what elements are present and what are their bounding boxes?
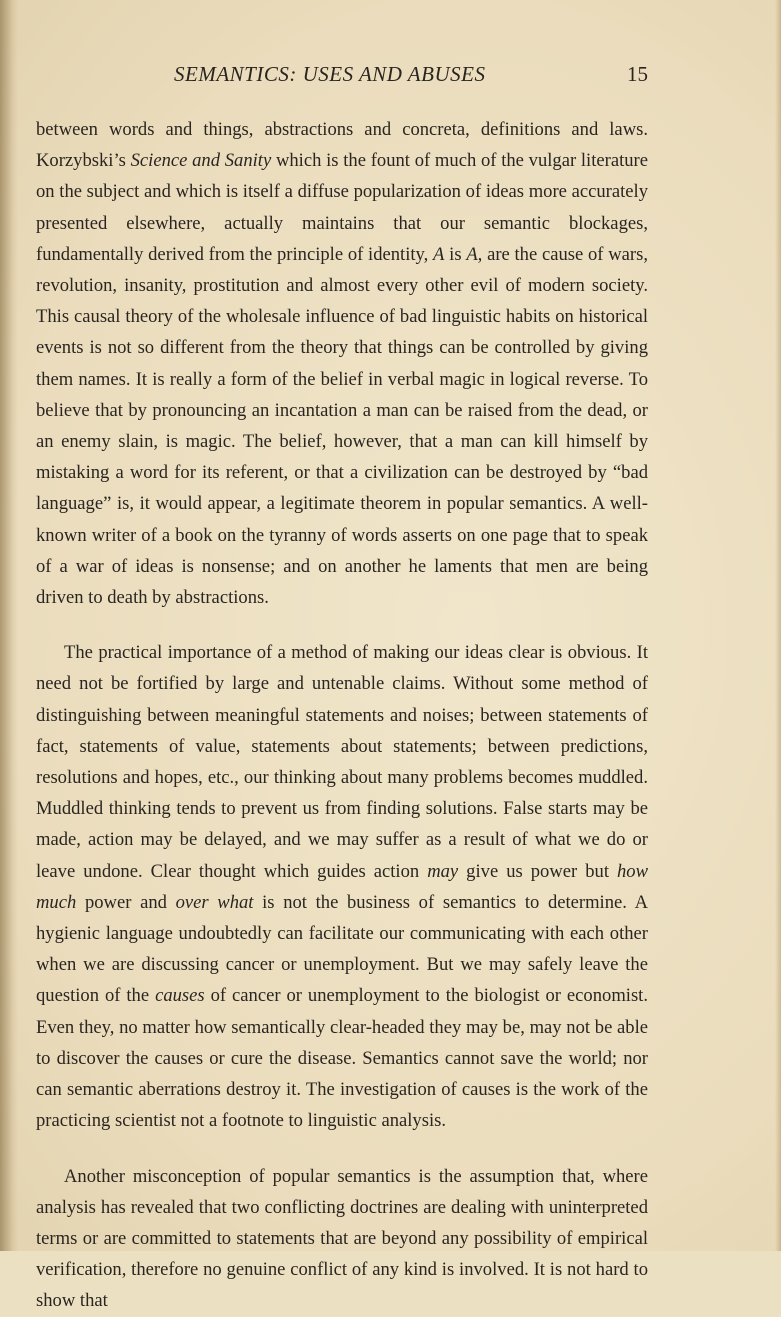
italic-emphasis: may [427,860,459,882]
text-run: between words and things, abstractions and concreta, definitions and laws. Korzybski’s [36,119,648,172]
text-run: of cancer or unemployment to the biologist or economist. Even they, no matter how semantically clear-headed they may be, may not be able to discover the causes or cure the disease. Semantics cannot save the world; nor can semantic aberrations destroy it. The investigation of causes is the work of the practicing scientist not a footnote to linguistic analysis. [36,985,648,1132]
text-run: The practical importance of a method of making our ideas clear is obvious. It need not be fortified by large and untenable claims. Without some method of distinguishing between meaningful statements and noises; between statements of fact, statements of value, statements about statements; between predictions, resolutions and hopes, etc., our thinking about many problems becomes muddled. Muddled thinking tends to prevent us from finding solutions. False starts may be made, action may be delayed, and we may suffer as a result of what we do or leave undone. Clear thought which guides action [36,642,648,882]
italic-emphasis: over what [175,891,254,913]
binding-gutter-shadow [0,0,18,1251]
running-head-title: SEMANTICS: USES AND ABUSES [174,62,486,86]
paragraph-3 [36,1161,648,1317]
text-run: are the cause of wars, revolution, insanity, prostitution and almost every other evil of modern society. This causal theory of the wholesale influence of bad linguistic habits on historical events is not so different from the theory that things can be controlled by giving them names. It is really a form of the belief in verbal magic in logical reverse. To believe that by pronouncing an incantation a man can be raised from the dead, or an enemy slain, is magic. The belief, however, that a man can kill himself by mistaking a word for its referent, or that a civilization can be destroyed by “bad language” is, it would appear, a legitimate theorem in popular semantics. A well-known writer of a book on the tyranny of words asserts on one page that to speak of a war of ideas is nonsense; and on another he laments that men are being driven to death by abstractions. [36,243,649,609]
running-header [36,62,648,96]
italic-emphasis: how much [36,860,648,913]
text-run: is not the business of semantics to determine. A hygienic language undoubtedly can facilitate our communicating with each other when we are discussing cancer or unemployment. But we may safely leave the question of the [36,891,648,1007]
text-run: Another misconception of popular semantics is the assumption that, where analysis has revealed that two conflicting doctrines are dealing with uninterpreted terms or are committed to statements that are beyond any possibility of empirical verification, therefore no genuine conflict of any kind is involved. It is not hard to show that [36,1165,648,1312]
text-run: power and [76,891,176,913]
italic-emphasis: causes [155,985,205,1007]
body-text [36,114,648,1317]
page-edge-shadow [775,0,781,1251]
text-run: which is the fount of much of the vulgar literature on the subject and which is itself a diffuse popularization of ideas more accurately presented elsewhere, actually maintains that our semantic blockages, fundamentally derived from the principle of identity, [36,150,648,265]
paragraph-1 [36,114,648,613]
paragraph-2 [36,637,648,1136]
italic-symbol: A, [466,243,483,265]
book-title: Science and Sanity [130,150,272,172]
italic-symbol: A [433,243,445,265]
text-run: is [444,243,467,265]
text-run: give us power but [458,860,617,882]
page-number: 15 [627,62,648,86]
